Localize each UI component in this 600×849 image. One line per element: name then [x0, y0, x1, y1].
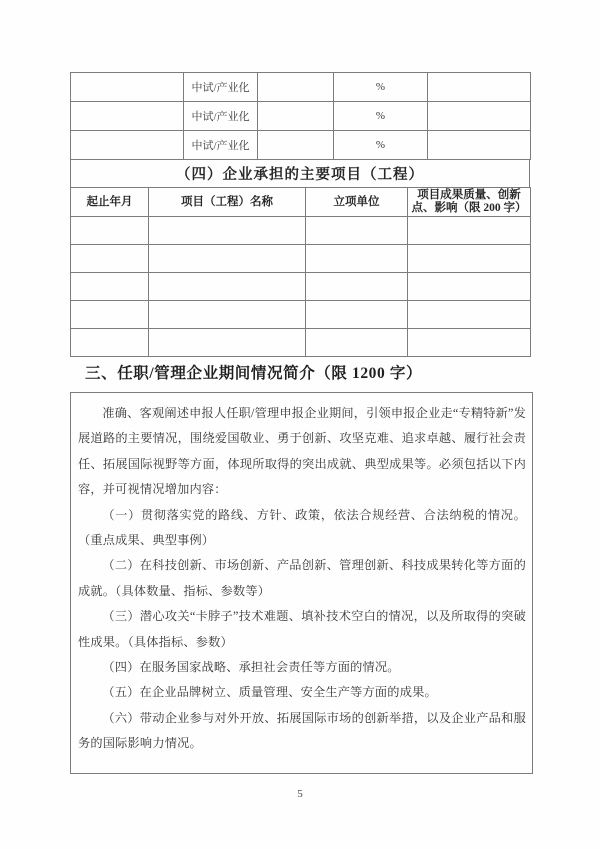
percent-cell: % — [334, 73, 428, 102]
column-header-project-results: 项目成果质量、创新点、影响（限 200 字） — [408, 188, 531, 217]
column-header-approving-unit: 立项单位 — [306, 188, 408, 217]
empty-cell — [428, 131, 531, 160]
empty-cell — [306, 301, 408, 329]
empty-cell — [71, 301, 149, 329]
intro-paragraph: （二）在科技创新、市场创新、产品创新、管理创新、科技成果转化等方面的成就。（具体数量、指标、参数等） — [78, 558, 526, 598]
column-header-date-range: 起止年月 — [71, 188, 149, 217]
empty-cell — [71, 102, 184, 131]
intro-paragraph: （一）贯彻落实党的路线、方针、政策，依法合规经营、合法纳税的情况。（重点成果、典型事例） — [78, 507, 526, 548]
section-heading: 三、任职/管理企业期间情况简介（限 1200 字） — [85, 365, 423, 382]
empty-cell — [258, 73, 334, 102]
empty-cell — [71, 273, 149, 301]
empty-cell — [408, 245, 531, 273]
pilot-row — [71, 102, 531, 131]
empty-cell — [71, 245, 149, 273]
stage-label-cell: 中试/产业化 — [184, 102, 258, 131]
intro-paragraph: （四）在服务国家战略、承担社会责任等方面的情况。 — [102, 660, 400, 675]
percent-cell: % — [334, 102, 428, 131]
empty-cell — [408, 273, 531, 301]
pilot-row — [71, 73, 531, 102]
empty-cell — [408, 217, 531, 245]
intro-text-box — [70, 392, 533, 774]
empty-cell — [149, 245, 306, 273]
page-number: 5 — [297, 788, 303, 800]
empty-cell — [306, 273, 408, 301]
empty-cell — [428, 102, 531, 131]
projects-empty-row — [71, 217, 531, 245]
empty-cell — [428, 73, 531, 102]
projects-section-title: （四）企业承担的主要项目（工程） — [70, 159, 530, 188]
projects-empty-row — [71, 273, 531, 301]
column-header-project-name: 项目（工程）名称 — [149, 188, 306, 217]
projects-empty-row — [71, 329, 531, 357]
pilot-row — [71, 131, 531, 160]
intro-paragraph: （五）在企业品牌树立、质量管理、安全生产等方面的成果。 — [102, 685, 437, 700]
empty-cell — [408, 329, 531, 357]
projects-table — [70, 187, 531, 357]
pilot-industrialization-table — [70, 72, 531, 160]
empty-cell — [306, 245, 408, 273]
empty-cell — [71, 131, 184, 160]
intro-paragraph: （三）潜心攻关“卡脖子”技术难题、填补技术空白的情况，以及所取得的突破性成果。（具体指标、参数） — [78, 609, 526, 649]
projects-empty-row — [71, 301, 531, 329]
empty-cell — [71, 217, 149, 245]
intro-paragraph: 准确、客观阐述申报人任职/管理申报企业期间，引领申报企业走“专精特新”发展道路的主要情况，围绕爱国敬业、勇于创新、攻坚克难、追求卓越、履行社会责任、拓展国际视野等方面，体现所取得的突出成就、典型成果等。必须包括以下内容，并可视情况增加内容： — [78, 406, 526, 497]
empty-cell — [408, 301, 531, 329]
percent-cell: % — [334, 131, 428, 160]
empty-cell — [149, 217, 306, 245]
stage-label-cell: 中试/产业化 — [184, 131, 258, 160]
empty-cell — [149, 329, 306, 357]
intro-paragraph: （六）带动企业参与对外开放、拓展国际市场的创新举措，以及企业产品和服务的国际影响力情况。 — [78, 710, 526, 751]
projects-empty-row — [71, 245, 531, 273]
projects-header-row — [71, 188, 531, 217]
empty-cell — [71, 329, 149, 357]
empty-cell — [306, 217, 408, 245]
empty-cell — [258, 131, 334, 160]
empty-cell — [258, 102, 334, 131]
stage-label-cell: 中试/产业化 — [184, 73, 258, 102]
empty-cell — [149, 301, 306, 329]
empty-cell — [306, 329, 408, 357]
empty-cell — [149, 273, 306, 301]
empty-cell — [71, 73, 184, 102]
